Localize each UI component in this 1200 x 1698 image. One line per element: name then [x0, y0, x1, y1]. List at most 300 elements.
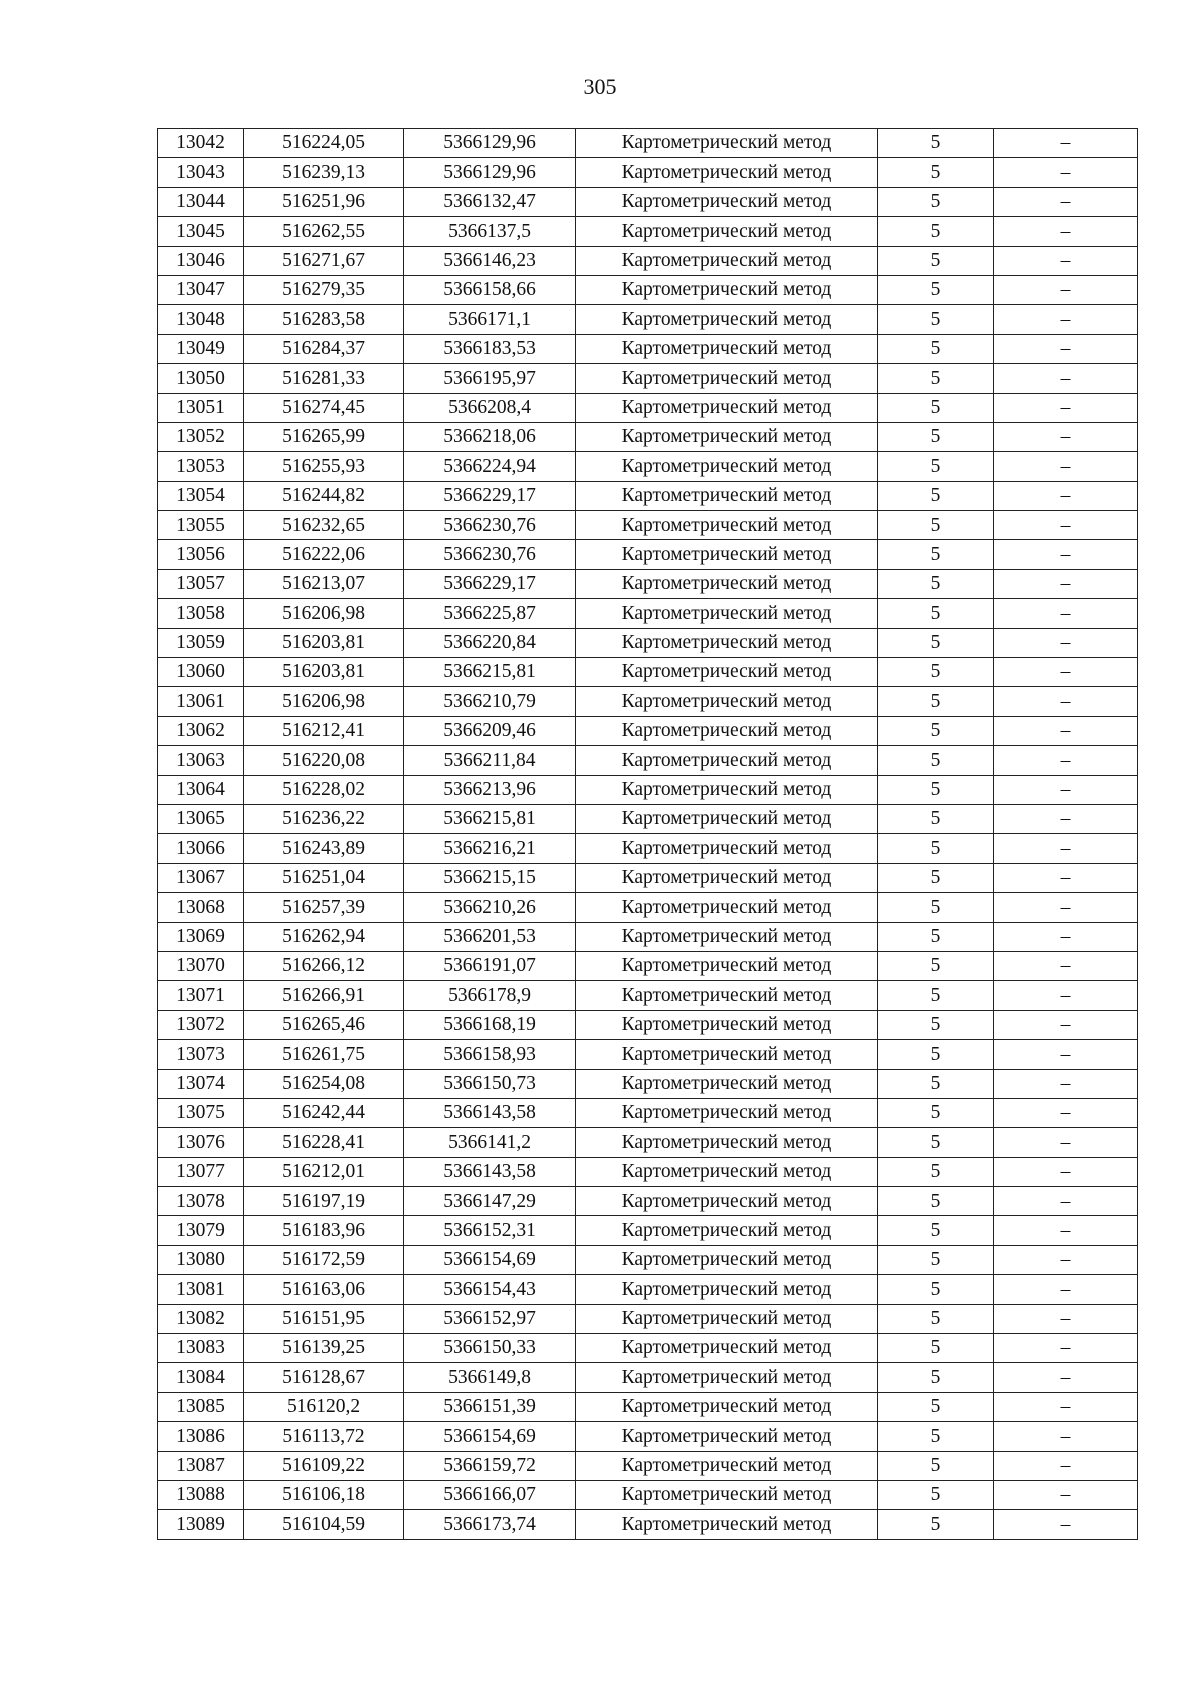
accuracy-cell: 5: [878, 922, 994, 951]
table-row: [158, 1392, 1138, 1421]
description-cell: –: [994, 863, 1138, 892]
description-cell: –: [994, 1510, 1138, 1539]
y-coordinate-cell: 5366224,94: [404, 452, 576, 481]
y-coordinate-cell: 5366129,96: [404, 158, 576, 187]
x-coordinate-cell: 516228,41: [244, 1128, 404, 1157]
method-cell: Картометрический метод: [576, 1187, 878, 1216]
x-coordinate-cell: 516212,01: [244, 1157, 404, 1186]
y-coordinate-cell: 5366143,58: [404, 1098, 576, 1127]
x-coordinate-cell: 516172,59: [244, 1245, 404, 1274]
accuracy-cell: 5: [878, 863, 994, 892]
x-coordinate-cell: 516283,58: [244, 305, 404, 334]
description-cell: –: [994, 981, 1138, 1010]
table-row: [158, 1187, 1138, 1216]
y-coordinate-cell: 5366154,69: [404, 1245, 576, 1274]
description-cell: –: [994, 1363, 1138, 1392]
description-cell: –: [994, 511, 1138, 540]
y-coordinate-cell: 5366195,97: [404, 364, 576, 393]
method-cell: Картометрический метод: [576, 1275, 878, 1304]
x-coordinate-cell: 516242,44: [244, 1098, 404, 1127]
table-row: [158, 1480, 1138, 1509]
x-coordinate-cell: 516120,2: [244, 1392, 404, 1421]
point-number-cell: 13075: [158, 1098, 244, 1127]
point-number-cell: 13080: [158, 1245, 244, 1274]
y-coordinate-cell: 5366141,2: [404, 1128, 576, 1157]
table-row: [158, 599, 1138, 628]
description-cell: –: [994, 1098, 1138, 1127]
table-row: [158, 364, 1138, 393]
accuracy-cell: 5: [878, 511, 994, 540]
table-row: [158, 275, 1138, 304]
table-row: [158, 981, 1138, 1010]
x-coordinate-cell: 516243,89: [244, 834, 404, 863]
method-cell: Картометрический метод: [576, 217, 878, 246]
table-row: [158, 305, 1138, 334]
method-cell: Картометрический метод: [576, 1010, 878, 1039]
method-cell: Картометрический метод: [576, 511, 878, 540]
y-coordinate-cell: 5366129,96: [404, 129, 576, 158]
x-coordinate-cell: 516109,22: [244, 1451, 404, 1480]
description-cell: –: [994, 1422, 1138, 1451]
y-coordinate-cell: 5366209,46: [404, 716, 576, 745]
accuracy-cell: 5: [878, 1363, 994, 1392]
method-cell: Картометрический метод: [576, 1128, 878, 1157]
description-cell: –: [994, 540, 1138, 569]
method-cell: Картометрический метод: [576, 305, 878, 334]
table-row: [158, 511, 1138, 540]
table-row: [158, 834, 1138, 863]
method-cell: Картометрический метод: [576, 540, 878, 569]
method-cell: Картометрический метод: [576, 1510, 878, 1539]
description-cell: –: [994, 599, 1138, 628]
accuracy-cell: 5: [878, 1275, 994, 1304]
x-coordinate-cell: 516104,59: [244, 1510, 404, 1539]
table-row: [158, 1334, 1138, 1363]
y-coordinate-cell: 5366171,1: [404, 305, 576, 334]
description-cell: –: [994, 452, 1138, 481]
accuracy-cell: 5: [878, 481, 994, 510]
y-coordinate-cell: 5366147,29: [404, 1187, 576, 1216]
accuracy-cell: 5: [878, 540, 994, 569]
point-number-cell: 13043: [158, 158, 244, 187]
point-number-cell: 13067: [158, 863, 244, 892]
method-cell: Картометрический метод: [576, 716, 878, 745]
x-coordinate-cell: 516244,82: [244, 481, 404, 510]
y-coordinate-cell: 5366168,19: [404, 1010, 576, 1039]
y-coordinate-cell: 5366150,33: [404, 1334, 576, 1363]
method-cell: Картометрический метод: [576, 687, 878, 716]
method-cell: Картометрический метод: [576, 1334, 878, 1363]
description-cell: –: [994, 951, 1138, 980]
x-coordinate-cell: 516183,96: [244, 1216, 404, 1245]
description-cell: –: [994, 1010, 1138, 1039]
accuracy-cell: 5: [878, 1480, 994, 1509]
description-cell: –: [994, 1392, 1138, 1421]
y-coordinate-cell: 5366220,84: [404, 628, 576, 657]
method-cell: Картометрический метод: [576, 1216, 878, 1245]
accuracy-cell: 5: [878, 599, 994, 628]
y-coordinate-cell: 5366158,93: [404, 1040, 576, 1069]
point-number-cell: 13083: [158, 1334, 244, 1363]
y-coordinate-cell: 5366158,66: [404, 275, 576, 304]
method-cell: Картометрический метод: [576, 1451, 878, 1480]
method-cell: Картометрический метод: [576, 1392, 878, 1421]
table-row: [158, 1216, 1138, 1245]
y-coordinate-cell: 5366215,15: [404, 863, 576, 892]
method-cell: Картометрический метод: [576, 1480, 878, 1509]
x-coordinate-cell: 516232,65: [244, 511, 404, 540]
table-row: [158, 1422, 1138, 1451]
description-cell: –: [994, 746, 1138, 775]
method-cell: Картометрический метод: [576, 951, 878, 980]
accuracy-cell: 5: [878, 217, 994, 246]
point-number-cell: 13065: [158, 804, 244, 833]
table-row: [158, 775, 1138, 804]
x-coordinate-cell: 516239,13: [244, 158, 404, 187]
x-coordinate-cell: 516212,41: [244, 716, 404, 745]
description-cell: –: [994, 687, 1138, 716]
coordinates-table: [157, 128, 1138, 1540]
accuracy-cell: 5: [878, 628, 994, 657]
description-cell: –: [994, 775, 1138, 804]
method-cell: Картометрический метод: [576, 922, 878, 951]
table-row: [158, 1157, 1138, 1186]
x-coordinate-cell: 516265,46: [244, 1010, 404, 1039]
point-number-cell: 13060: [158, 658, 244, 687]
y-coordinate-cell: 5366166,07: [404, 1480, 576, 1509]
point-number-cell: 13081: [158, 1275, 244, 1304]
point-number-cell: 13068: [158, 893, 244, 922]
method-cell: Картометрический метод: [576, 863, 878, 892]
x-coordinate-cell: 516203,81: [244, 658, 404, 687]
y-coordinate-cell: 5366210,26: [404, 893, 576, 922]
x-coordinate-cell: 516213,07: [244, 569, 404, 598]
x-coordinate-cell: 516106,18: [244, 1480, 404, 1509]
x-coordinate-cell: 516206,98: [244, 599, 404, 628]
accuracy-cell: 5: [878, 1451, 994, 1480]
description-cell: –: [994, 158, 1138, 187]
point-number-cell: 13053: [158, 452, 244, 481]
y-coordinate-cell: 5366229,17: [404, 481, 576, 510]
x-coordinate-cell: 516113,72: [244, 1422, 404, 1451]
x-coordinate-cell: 516206,98: [244, 687, 404, 716]
y-coordinate-cell: 5366210,79: [404, 687, 576, 716]
method-cell: Картометрический метод: [576, 834, 878, 863]
table-row: [158, 158, 1138, 187]
x-coordinate-cell: 516220,08: [244, 746, 404, 775]
accuracy-cell: 5: [878, 393, 994, 422]
description-cell: –: [994, 187, 1138, 216]
point-number-cell: 13076: [158, 1128, 244, 1157]
point-number-cell: 13058: [158, 599, 244, 628]
accuracy-cell: 5: [878, 1040, 994, 1069]
point-number-cell: 13050: [158, 364, 244, 393]
x-coordinate-cell: 516271,67: [244, 246, 404, 275]
accuracy-cell: 5: [878, 1157, 994, 1186]
table-row: [158, 922, 1138, 951]
x-coordinate-cell: 516128,67: [244, 1363, 404, 1392]
accuracy-cell: 5: [878, 1010, 994, 1039]
y-coordinate-cell: 5366211,84: [404, 746, 576, 775]
description-cell: –: [994, 1304, 1138, 1333]
point-number-cell: 13059: [158, 628, 244, 657]
x-coordinate-cell: 516163,06: [244, 1275, 404, 1304]
description-cell: –: [994, 129, 1138, 158]
table-row: [158, 863, 1138, 892]
accuracy-cell: 5: [878, 658, 994, 687]
x-coordinate-cell: 516197,19: [244, 1187, 404, 1216]
method-cell: Картометрический метод: [576, 275, 878, 304]
accuracy-cell: 5: [878, 364, 994, 393]
x-coordinate-cell: 516279,35: [244, 275, 404, 304]
description-cell: –: [994, 1245, 1138, 1274]
point-number-cell: 13069: [158, 922, 244, 951]
table-row: [158, 1245, 1138, 1274]
x-coordinate-cell: 516222,06: [244, 540, 404, 569]
y-coordinate-cell: 5366173,74: [404, 1510, 576, 1539]
table-row: [158, 452, 1138, 481]
description-cell: –: [994, 1451, 1138, 1480]
y-coordinate-cell: 5366154,69: [404, 1422, 576, 1451]
y-coordinate-cell: 5366183,53: [404, 334, 576, 363]
point-number-cell: 13077: [158, 1157, 244, 1186]
method-cell: Картометрический метод: [576, 569, 878, 598]
accuracy-cell: 5: [878, 746, 994, 775]
method-cell: Картометрический метод: [576, 1363, 878, 1392]
method-cell: Картометрический метод: [576, 804, 878, 833]
y-coordinate-cell: 5366218,06: [404, 422, 576, 451]
accuracy-cell: 5: [878, 1392, 994, 1421]
accuracy-cell: 5: [878, 951, 994, 980]
method-cell: Картометрический метод: [576, 658, 878, 687]
y-coordinate-cell: 5366216,21: [404, 834, 576, 863]
accuracy-cell: 5: [878, 981, 994, 1010]
point-number-cell: 13063: [158, 746, 244, 775]
method-cell: Картометрический метод: [576, 481, 878, 510]
y-coordinate-cell: 5366154,43: [404, 1275, 576, 1304]
y-coordinate-cell: 5366146,23: [404, 246, 576, 275]
description-cell: –: [994, 217, 1138, 246]
table-row: [158, 422, 1138, 451]
point-number-cell: 13071: [158, 981, 244, 1010]
x-coordinate-cell: 516251,04: [244, 863, 404, 892]
method-cell: Картометрический метод: [576, 246, 878, 275]
description-cell: –: [994, 1334, 1138, 1363]
description-cell: –: [994, 1069, 1138, 1098]
description-cell: –: [994, 804, 1138, 833]
method-cell: Картометрический метод: [576, 187, 878, 216]
accuracy-cell: 5: [878, 1187, 994, 1216]
point-number-cell: 13078: [158, 1187, 244, 1216]
table-row: [158, 1510, 1138, 1539]
method-cell: Картометрический метод: [576, 334, 878, 363]
y-coordinate-cell: 5366215,81: [404, 804, 576, 833]
method-cell: Картометрический метод: [576, 158, 878, 187]
x-coordinate-cell: 516266,91: [244, 981, 404, 1010]
accuracy-cell: 5: [878, 422, 994, 451]
description-cell: –: [994, 334, 1138, 363]
accuracy-cell: 5: [878, 1128, 994, 1157]
point-number-cell: 13064: [158, 775, 244, 804]
point-number-cell: 13055: [158, 511, 244, 540]
point-number-cell: 13079: [158, 1216, 244, 1245]
accuracy-cell: 5: [878, 687, 994, 716]
description-cell: –: [994, 569, 1138, 598]
x-coordinate-cell: 516203,81: [244, 628, 404, 657]
table-row: [158, 1040, 1138, 1069]
description-cell: –: [994, 658, 1138, 687]
description-cell: –: [994, 1128, 1138, 1157]
x-coordinate-cell: 516281,33: [244, 364, 404, 393]
y-coordinate-cell: 5366150,73: [404, 1069, 576, 1098]
x-coordinate-cell: 516236,22: [244, 804, 404, 833]
y-coordinate-cell: 5366159,72: [404, 1451, 576, 1480]
table-row: [158, 569, 1138, 598]
accuracy-cell: 5: [878, 1216, 994, 1245]
table-row: [158, 393, 1138, 422]
point-number-cell: 13074: [158, 1069, 244, 1098]
description-cell: –: [994, 1216, 1138, 1245]
point-number-cell: 13088: [158, 1480, 244, 1509]
point-number-cell: 13089: [158, 1510, 244, 1539]
x-coordinate-cell: 516251,96: [244, 187, 404, 216]
table-row: [158, 893, 1138, 922]
point-number-cell: 13046: [158, 246, 244, 275]
point-number-cell: 13047: [158, 275, 244, 304]
description-cell: –: [994, 393, 1138, 422]
table-row: [158, 540, 1138, 569]
method-cell: Картометрический метод: [576, 1304, 878, 1333]
y-coordinate-cell: 5366152,97: [404, 1304, 576, 1333]
method-cell: Картометрический метод: [576, 1157, 878, 1186]
method-cell: Картометрический метод: [576, 452, 878, 481]
table-row: [158, 129, 1138, 158]
table-row: [158, 217, 1138, 246]
point-number-cell: 13072: [158, 1010, 244, 1039]
point-number-cell: 13052: [158, 422, 244, 451]
accuracy-cell: 5: [878, 1304, 994, 1333]
point-number-cell: 13073: [158, 1040, 244, 1069]
point-number-cell: 13042: [158, 129, 244, 158]
point-number-cell: 13048: [158, 305, 244, 334]
x-coordinate-cell: 516228,02: [244, 775, 404, 804]
description-cell: –: [994, 922, 1138, 951]
point-number-cell: 13086: [158, 1422, 244, 1451]
y-coordinate-cell: 5366225,87: [404, 599, 576, 628]
method-cell: Картометрический метод: [576, 393, 878, 422]
table-row: [158, 1098, 1138, 1127]
point-number-cell: 13051: [158, 393, 244, 422]
method-cell: Картометрический метод: [576, 628, 878, 657]
page-number: 305: [583, 74, 617, 99]
accuracy-cell: 5: [878, 1245, 994, 1274]
x-coordinate-cell: 516151,95: [244, 1304, 404, 1333]
table-row: [158, 1304, 1138, 1333]
method-cell: Картометрический метод: [576, 893, 878, 922]
accuracy-cell: 5: [878, 716, 994, 745]
y-coordinate-cell: 5366230,76: [404, 511, 576, 540]
method-cell: Картометрический метод: [576, 1422, 878, 1451]
description-cell: –: [994, 1187, 1138, 1216]
x-coordinate-cell: 516254,08: [244, 1069, 404, 1098]
accuracy-cell: 5: [878, 775, 994, 804]
description-cell: –: [994, 834, 1138, 863]
x-coordinate-cell: 516266,12: [244, 951, 404, 980]
table-row: [158, 246, 1138, 275]
table-row: [158, 658, 1138, 687]
description-cell: –: [994, 246, 1138, 275]
y-coordinate-cell: 5366132,47: [404, 187, 576, 216]
point-number-cell: 13062: [158, 716, 244, 745]
method-cell: Картометрический метод: [576, 981, 878, 1010]
table-row: [158, 1451, 1138, 1480]
y-coordinate-cell: 5366215,81: [404, 658, 576, 687]
table-row: [158, 187, 1138, 216]
y-coordinate-cell: 5366178,9: [404, 981, 576, 1010]
method-cell: Картометрический метод: [576, 422, 878, 451]
description-cell: –: [994, 481, 1138, 510]
y-coordinate-cell: 5366201,53: [404, 922, 576, 951]
accuracy-cell: 5: [878, 804, 994, 833]
method-cell: Картометрический метод: [576, 1040, 878, 1069]
accuracy-cell: 5: [878, 1334, 994, 1363]
method-cell: Картометрический метод: [576, 775, 878, 804]
point-number-cell: 13084: [158, 1363, 244, 1392]
method-cell: Картометрический метод: [576, 364, 878, 393]
point-number-cell: 13049: [158, 334, 244, 363]
y-coordinate-cell: 5366137,5: [404, 217, 576, 246]
table-row: [158, 951, 1138, 980]
x-coordinate-cell: 516257,39: [244, 893, 404, 922]
point-number-cell: 13070: [158, 951, 244, 980]
x-coordinate-cell: 516139,25: [244, 1334, 404, 1363]
y-coordinate-cell: 5366230,76: [404, 540, 576, 569]
table-row: [158, 481, 1138, 510]
accuracy-cell: 5: [878, 893, 994, 922]
description-cell: –: [994, 628, 1138, 657]
table-row: [158, 746, 1138, 775]
y-coordinate-cell: 5366191,07: [404, 951, 576, 980]
description-cell: –: [994, 1480, 1138, 1509]
point-number-cell: 13054: [158, 481, 244, 510]
accuracy-cell: 5: [878, 1069, 994, 1098]
y-coordinate-cell: 5366229,17: [404, 569, 576, 598]
accuracy-cell: 5: [878, 187, 994, 216]
table-row: [158, 1069, 1138, 1098]
accuracy-cell: 5: [878, 569, 994, 598]
point-number-cell: 13061: [158, 687, 244, 716]
point-number-cell: 13057: [158, 569, 244, 598]
accuracy-cell: 5: [878, 246, 994, 275]
description-cell: –: [994, 422, 1138, 451]
y-coordinate-cell: 5366143,58: [404, 1157, 576, 1186]
x-coordinate-cell: 516284,37: [244, 334, 404, 363]
accuracy-cell: 5: [878, 275, 994, 304]
accuracy-cell: 5: [878, 1422, 994, 1451]
table-row: [158, 1010, 1138, 1039]
x-coordinate-cell: 516262,55: [244, 217, 404, 246]
accuracy-cell: 5: [878, 305, 994, 334]
x-coordinate-cell: 516265,99: [244, 422, 404, 451]
y-coordinate-cell: 5366213,96: [404, 775, 576, 804]
point-number-cell: 13087: [158, 1451, 244, 1480]
method-cell: Картометрический метод: [576, 599, 878, 628]
description-cell: –: [994, 1157, 1138, 1186]
description-cell: –: [994, 716, 1138, 745]
accuracy-cell: 5: [878, 834, 994, 863]
table-row: [158, 334, 1138, 363]
method-cell: Картометрический метод: [576, 1069, 878, 1098]
